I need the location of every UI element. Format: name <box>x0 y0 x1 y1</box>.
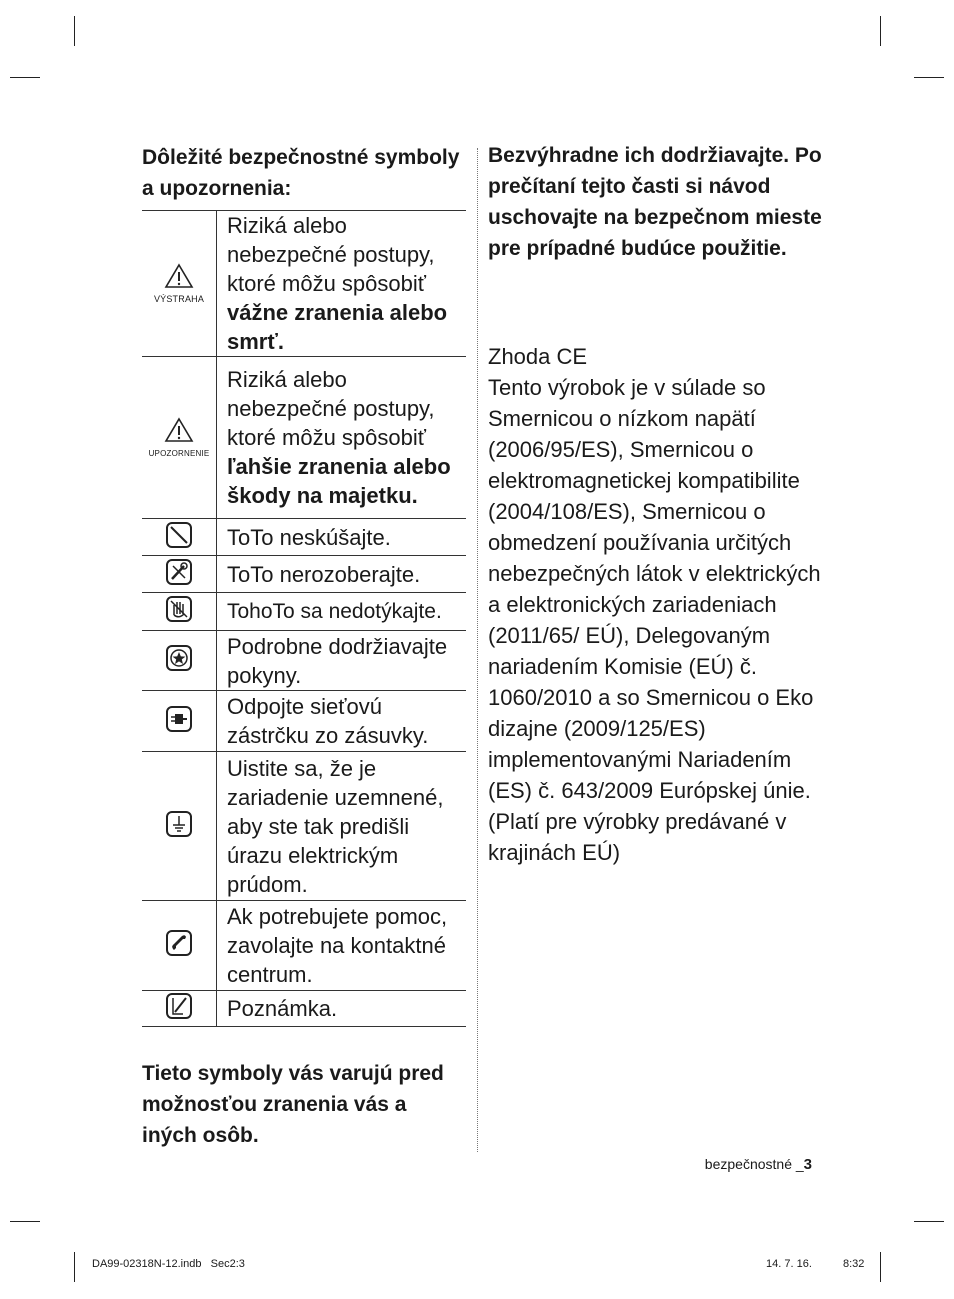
column-divider <box>477 148 478 1152</box>
phone-icon <box>165 929 193 957</box>
unplug-icon <box>165 705 193 733</box>
caution-triangle-icon <box>164 417 194 443</box>
symbol-text: ToTo nerozoberajte. <box>217 556 467 593</box>
bottom-heading-block <box>142 1058 466 1151</box>
ce-title: Zhoda CE <box>488 344 588 369</box>
symbols-table <box>142 518 466 1027</box>
caution-icon-cell <box>142 357 217 519</box>
slug-time: 8:32 <box>843 1258 865 1270</box>
crop-mark <box>10 77 40 78</box>
crop-mark <box>880 16 881 46</box>
caution-text: Riziká alebo nebezpečné postupy, ktoré môžu spôsobiť ľahšie zranenia alebo škody na majetku. <box>217 357 467 519</box>
symbol-text: ToTo neskúšajte. <box>217 519 467 556</box>
warning-icon-cell <box>142 211 217 357</box>
left-column <box>142 142 466 204</box>
symbol-row <box>142 901 466 991</box>
page-footer <box>705 1156 812 1173</box>
warning-table <box>142 210 466 519</box>
do-not-disassemble-icon <box>165 558 193 586</box>
crop-mark <box>880 1252 881 1282</box>
retention-notice: Bezvýhradne ich dodržiavajte. Po prečítaní tejto časti si návod uschovajte na bezpečnom mieste pre prípadné budúce použitie. <box>488 144 822 260</box>
warning-text: Riziká alebo nebezpečné postupy, ktoré môžu spôsobiť vážne zranenia alebo smrť. <box>217 211 467 357</box>
symbol-row <box>142 691 466 752</box>
page-number: 3 <box>803 1156 812 1173</box>
symbol-row <box>142 631 466 691</box>
symbol-row <box>142 556 466 593</box>
slug-date: 14. 7. 16. <box>766 1258 812 1270</box>
symbol-text: Odpojte sieťovú zástrčku zo zásuvky. <box>217 691 467 752</box>
crop-mark <box>914 1221 944 1222</box>
warning-row <box>142 211 466 357</box>
slug-file: DA99-02318N-12.indb Sec2:3 <box>92 1258 245 1270</box>
section-heading: Dôležité bezpečnostné symboly a upozornenia: <box>142 146 460 200</box>
caution-row <box>142 357 466 519</box>
symbol-text: Uistite sa, že je zariadenie uzemnené, aby ste tak predišli úrazu elektrickým prúdom. <box>217 752 467 901</box>
ce-body: Tento výrobok je v súlade so Smernicou o nízkom napätí (2006/95/ES), Smernicou o elektromagnetickej kompatibilite (2004/108/ES), Smernicou o obmedzení používania určitých nebezpečných látok v elektrických a elektronických zariadeniach (2011/65/ EÚ), Delegovaným nariadením Komisie (EÚ) č. 1060/2010 a so Smernicou o Eko dizajne (2009/125/ES) implementovanými Nariadením (ES) č. 643/2009 Európskej únie. (Platí pre výrobky predávané v krajinách EÚ) <box>488 375 821 865</box>
symbol-text: TohoTo sa nedotýkajte. <box>217 593 467 631</box>
follow-directions-icon <box>165 644 193 672</box>
symbol-row <box>142 991 466 1027</box>
symbol-row <box>142 519 466 556</box>
symbol-text: Poznámka. <box>217 991 467 1027</box>
do-not-touch-icon <box>165 595 193 623</box>
note-icon <box>165 992 193 1020</box>
caution-label: UPOZORNENIE <box>148 448 210 458</box>
crop-mark <box>10 1221 40 1222</box>
symbol-row <box>142 593 466 631</box>
bottom-heading: Tieto symboly vás varujú pred možnosťou zranenia vás a iných osôb. <box>142 1062 444 1147</box>
symbol-row <box>142 752 466 901</box>
warning-triangle-icon <box>164 263 194 289</box>
symbol-text: Podrobne dodržiavajte pokyny. <box>217 631 467 691</box>
crop-mark <box>74 16 75 46</box>
warning-label: VÝSTRAHA <box>153 293 205 304</box>
crop-mark <box>74 1252 75 1282</box>
footer-section: bezpečnostné _ <box>704 1156 804 1172</box>
right-column <box>488 140 828 865</box>
ground-icon <box>165 810 193 838</box>
symbol-text: Ak potrebujete pomoc, zavolajte na kontaktné centrum. <box>217 901 467 991</box>
do-not-attempt-icon <box>165 521 193 549</box>
crop-mark <box>914 77 944 78</box>
